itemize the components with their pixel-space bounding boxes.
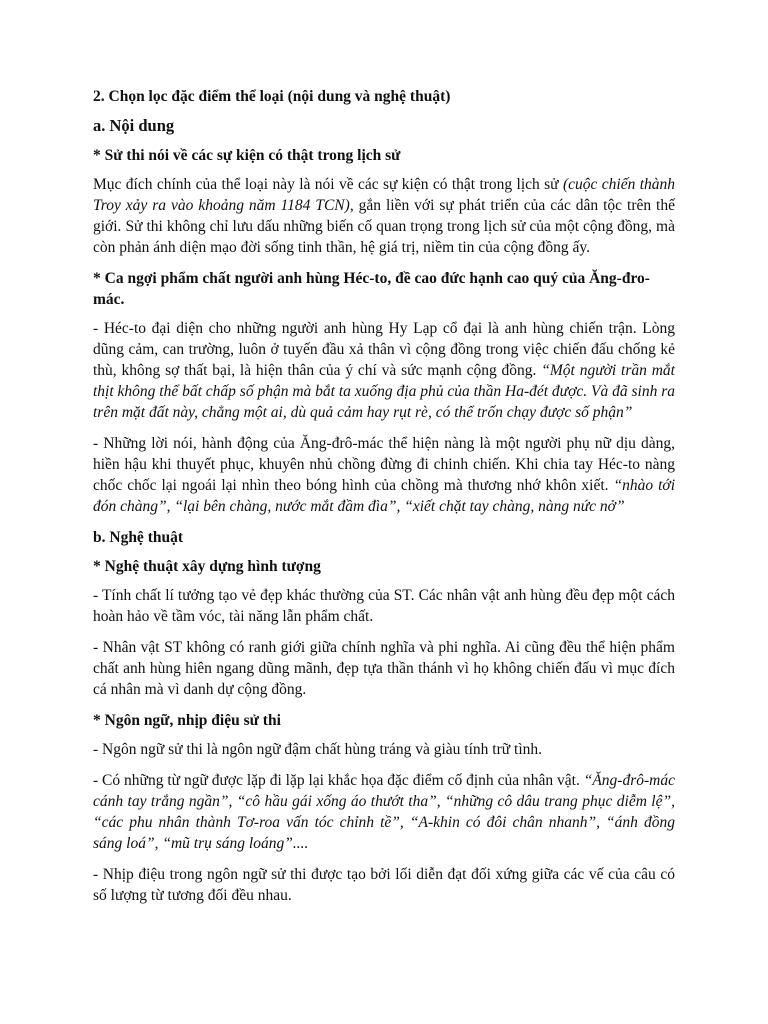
art-paragraph-5: - Nhịp điệu trong ngôn ngữ sử thi được tạo bởi lối diễn đạt đối xứng giữa các vế của câu có số lượng từ tương đối đều nhau. xyxy=(93,866,675,904)
italic-quote: “nhào tới đón chàng”, “lại bên chàng, nước mắt đầm đìa”, “xiết chặt tay chàng, nàng nức nở” xyxy=(93,477,676,515)
content-paragraph-2 xyxy=(93,318,675,423)
text-run: Mục đích chính của thể loại này là nói về các sự kiện có thật trong lịch sử xyxy=(93,176,563,193)
art-subheading-1: * Nghệ thuật xây dựng hình tượng xyxy=(93,558,321,575)
italic-quote: “Ăng-đrô-mác cánh tay trắng ngần”, “cô hầu gái xống áo thướt tha”, “những cô dâu trang phục diễm lệ”, “các phu nhân thành Tơ-roa vấn tóc chỉnh tề”, “A-khin có đôi chân nhanh”, “ánh đồng sáng loá”, “mũ trụ sáng loáng”.... xyxy=(93,772,675,852)
art-paragraph-1: - Tính chất lí tưởng tạo vẻ đẹp khác thường của ST. Các nhân vật anh hùng đều đẹp một cách hoàn hảo về tầm vóc, tài năng lẫn phẩm chất. xyxy=(93,587,675,625)
text-run: , gắn liền với sự phát triển của các dân tộc trên thế giới. Sử thi không chỉ lưu dấu những biến cố quan trọng trong lịch sử của một cộng đồng, mà còn phản ánh diện mạo đời sống tinh thần, hệ giá trị, niềm tin của cộng đồng ấy. xyxy=(93,197,675,256)
content-paragraph-1 xyxy=(93,174,675,258)
section-title: 2. Chọn lọc đặc điểm thể loại (nội dung và nghệ thuật) xyxy=(93,88,451,105)
part-b-heading: b. Nghệ thuật xyxy=(93,529,184,546)
content-subheading-2: * Ca ngợi phẩm chất người anh hùng Héc-to, đề cao đức hạnh cao quý của Ăng-đro-mác. xyxy=(93,270,650,308)
document-page xyxy=(93,86,675,916)
art-paragraph-2: - Nhân vật ST không có ranh giới giữa chính nghĩa và phi nghĩa. Ai cũng đều thể hiện phẩm chất anh hùng hiên ngang dũng mãnh, đẹp tựa thần thánh vì họ không chiến đấu vì mục đích cá nhân mà vì danh dự cộng đồng. xyxy=(93,639,675,698)
text-run: - Có những từ ngữ được lặp đi lặp lại khắc họa đặc điểm cố định của nhân vật. xyxy=(93,772,584,789)
art-paragraph-4 xyxy=(93,770,675,854)
art-subheading-2: * Ngôn ngữ, nhịp điệu sử thi xyxy=(93,712,281,729)
italic-quote: “Một người trần mắt thịt không thể bất chấp số phận mà bắt ta xuống địa phủ của thần Ha-đét được. Và đã sinh ra trên mặt đất này, chẳng một ai, dù quả cảm hay rụt rè, có thể trốn chạy được số phận” xyxy=(93,362,675,421)
content-paragraph-3 xyxy=(93,433,675,517)
part-a-heading: a. Nội dung xyxy=(93,116,175,135)
text-run: - Những lời nói, hành động của Ăng-đrô-mác thể hiện nàng là một người phụ nữ dịu dàng, hiền hậu khi thuyết phục, khuyên nhủ chồng đừng đi chinh chiến. Khi chia tay Héc-to nàng chốc chốc lại ngoái lại nhìn theo bóng hình của chồng mà thương nhớ khôn xiết. xyxy=(93,435,675,494)
content-subheading-1: * Sử thi nói về các sự kiện có thật trong lịch sử xyxy=(93,147,401,164)
text-run: - Héc-to đại diện cho những người anh hùng Hy Lạp cổ đại là anh hùng chiến trận. Lòng dũng cảm, can trường, luôn ở tuyến đầu xả thân vì cộng đồng trong việc chiến đấu chống kẻ thù, không sợ thất bại, là hiện thân của ý chí và sức mạnh cộng đồng. xyxy=(93,320,675,379)
italic-run: (cuộc chiến thành Troy xảy ra vào khoảng năm 1184 TCN) xyxy=(93,176,676,214)
art-paragraph-3: - Ngôn ngữ sử thi là ngôn ngữ đậm chất hùng tráng và giàu tính trữ tình. xyxy=(93,741,543,758)
